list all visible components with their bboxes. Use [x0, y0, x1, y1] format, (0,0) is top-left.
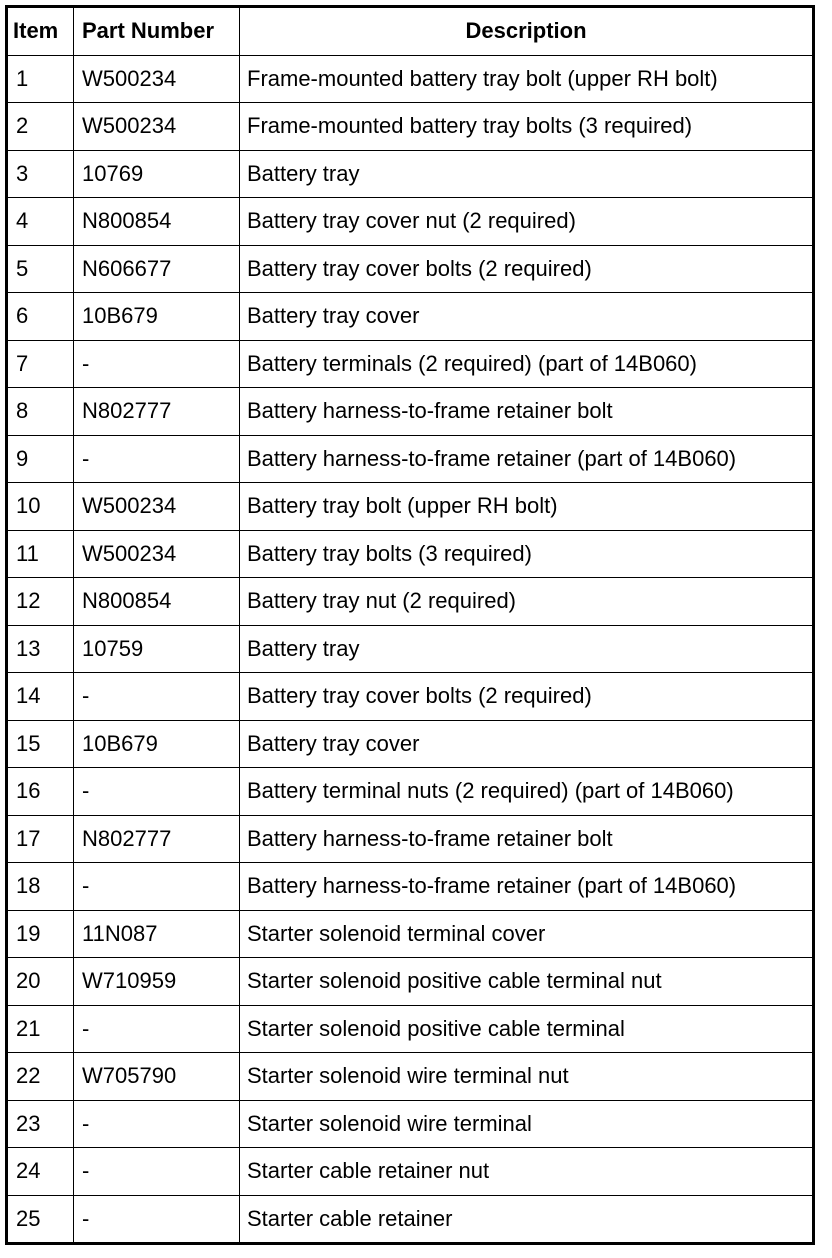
part-number-cell: W500234 — [74, 530, 240, 578]
description-cell: Frame-mounted battery tray bolts (3 required) — [240, 103, 814, 151]
table-row — [7, 530, 814, 578]
part-number-cell: N800854 — [74, 578, 240, 626]
description-cell: Battery tray nut (2 required) — [240, 578, 814, 626]
description-cell: Battery terminals (2 required) (part of 14B060) — [240, 340, 814, 388]
table-row — [7, 388, 814, 436]
table-row — [7, 673, 814, 721]
part-number-cell: N800854 — [74, 198, 240, 246]
description-cell: Battery harness-to-frame retainer bolt — [240, 388, 814, 436]
header-description: Description — [240, 7, 814, 56]
table-row — [7, 1148, 814, 1196]
table-row — [7, 720, 814, 768]
part-number-cell: 10769 — [74, 150, 240, 198]
table-row — [7, 910, 814, 958]
part-number-cell: - — [74, 340, 240, 388]
table-row — [7, 293, 814, 341]
item-cell: 23 — [7, 1100, 74, 1148]
part-number-cell: 10B679 — [74, 293, 240, 341]
description-cell: Battery tray cover bolts (2 required) — [240, 245, 814, 293]
header-row — [7, 7, 814, 56]
table-row — [7, 245, 814, 293]
item-cell: 2 — [7, 103, 74, 151]
description-cell: Starter cable retainer — [240, 1195, 814, 1244]
part-number-cell: W500234 — [74, 55, 240, 103]
item-cell: 9 — [7, 435, 74, 483]
header-item: Item — [7, 7, 74, 56]
description-cell: Battery tray — [240, 625, 814, 673]
header-part-number: Part Number — [74, 7, 240, 56]
part-number-cell: N802777 — [74, 815, 240, 863]
description-cell: Starter solenoid terminal cover — [240, 910, 814, 958]
table-row — [7, 815, 814, 863]
item-cell: 15 — [7, 720, 74, 768]
item-cell: 4 — [7, 198, 74, 246]
parts-table — [5, 5, 815, 1245]
item-cell: 11 — [7, 530, 74, 578]
description-cell: Battery tray cover — [240, 293, 814, 341]
table-row — [7, 1195, 814, 1244]
part-number-cell: - — [74, 1148, 240, 1196]
item-cell: 6 — [7, 293, 74, 341]
item-cell: 19 — [7, 910, 74, 958]
description-cell: Battery tray bolt (upper RH bolt) — [240, 483, 814, 531]
part-number-cell: - — [74, 1195, 240, 1244]
item-cell: 10 — [7, 483, 74, 531]
table-row — [7, 958, 814, 1006]
table-row — [7, 103, 814, 151]
table-row — [7, 1005, 814, 1053]
table-row — [7, 625, 814, 673]
part-number-cell: - — [74, 863, 240, 911]
item-cell: 24 — [7, 1148, 74, 1196]
description-cell: Starter solenoid positive cable terminal nut — [240, 958, 814, 1006]
description-cell: Battery terminal nuts (2 required) (part of 14B060) — [240, 768, 814, 816]
part-number-cell: N802777 — [74, 388, 240, 436]
description-cell: Starter solenoid wire terminal nut — [240, 1053, 814, 1101]
parts-table-body — [7, 55, 814, 1244]
part-number-cell: - — [74, 673, 240, 721]
description-cell: Starter cable retainer nut — [240, 1148, 814, 1196]
item-cell: 25 — [7, 1195, 74, 1244]
part-number-cell: - — [74, 1005, 240, 1053]
part-number-cell: - — [74, 435, 240, 483]
item-cell: 17 — [7, 815, 74, 863]
item-cell: 18 — [7, 863, 74, 911]
item-cell: 20 — [7, 958, 74, 1006]
description-cell: Battery tray cover — [240, 720, 814, 768]
description-cell: Battery harness-to-frame retainer (part of 14B060) — [240, 435, 814, 483]
item-cell: 1 — [7, 55, 74, 103]
description-cell: Battery tray bolts (3 required) — [240, 530, 814, 578]
part-number-cell: - — [74, 768, 240, 816]
part-number-cell: - — [74, 1100, 240, 1148]
part-number-cell: 10B679 — [74, 720, 240, 768]
description-cell: Battery harness-to-frame retainer (part of 14B060) — [240, 863, 814, 911]
part-number-cell: W500234 — [74, 103, 240, 151]
table-row — [7, 150, 814, 198]
table-row — [7, 483, 814, 531]
table-row — [7, 578, 814, 626]
item-cell: 14 — [7, 673, 74, 721]
part-number-cell: N606677 — [74, 245, 240, 293]
part-number-cell: 11N087 — [74, 910, 240, 958]
item-cell: 21 — [7, 1005, 74, 1053]
item-cell: 7 — [7, 340, 74, 388]
description-cell: Starter solenoid positive cable terminal — [240, 1005, 814, 1053]
table-row — [7, 768, 814, 816]
table-row — [7, 198, 814, 246]
table-row — [7, 55, 814, 103]
table-row — [7, 1053, 814, 1101]
part-number-cell: W705790 — [74, 1053, 240, 1101]
item-cell: 3 — [7, 150, 74, 198]
table-row — [7, 863, 814, 911]
item-cell: 8 — [7, 388, 74, 436]
part-number-cell: W710959 — [74, 958, 240, 1006]
description-cell: Battery tray cover nut (2 required) — [240, 198, 814, 246]
table-row — [7, 435, 814, 483]
item-cell: 12 — [7, 578, 74, 626]
part-number-cell: 10759 — [74, 625, 240, 673]
table-row — [7, 1100, 814, 1148]
item-cell: 16 — [7, 768, 74, 816]
item-cell: 5 — [7, 245, 74, 293]
item-cell: 22 — [7, 1053, 74, 1101]
description-cell: Battery tray — [240, 150, 814, 198]
part-number-cell: W500234 — [74, 483, 240, 531]
item-cell: 13 — [7, 625, 74, 673]
description-cell: Battery tray cover bolts (2 required) — [240, 673, 814, 721]
description-cell: Starter solenoid wire terminal — [240, 1100, 814, 1148]
parts-table-header — [7, 7, 814, 56]
description-cell: Battery harness-to-frame retainer bolt — [240, 815, 814, 863]
description-cell: Frame-mounted battery tray bolt (upper RH bolt) — [240, 55, 814, 103]
table-row — [7, 340, 814, 388]
